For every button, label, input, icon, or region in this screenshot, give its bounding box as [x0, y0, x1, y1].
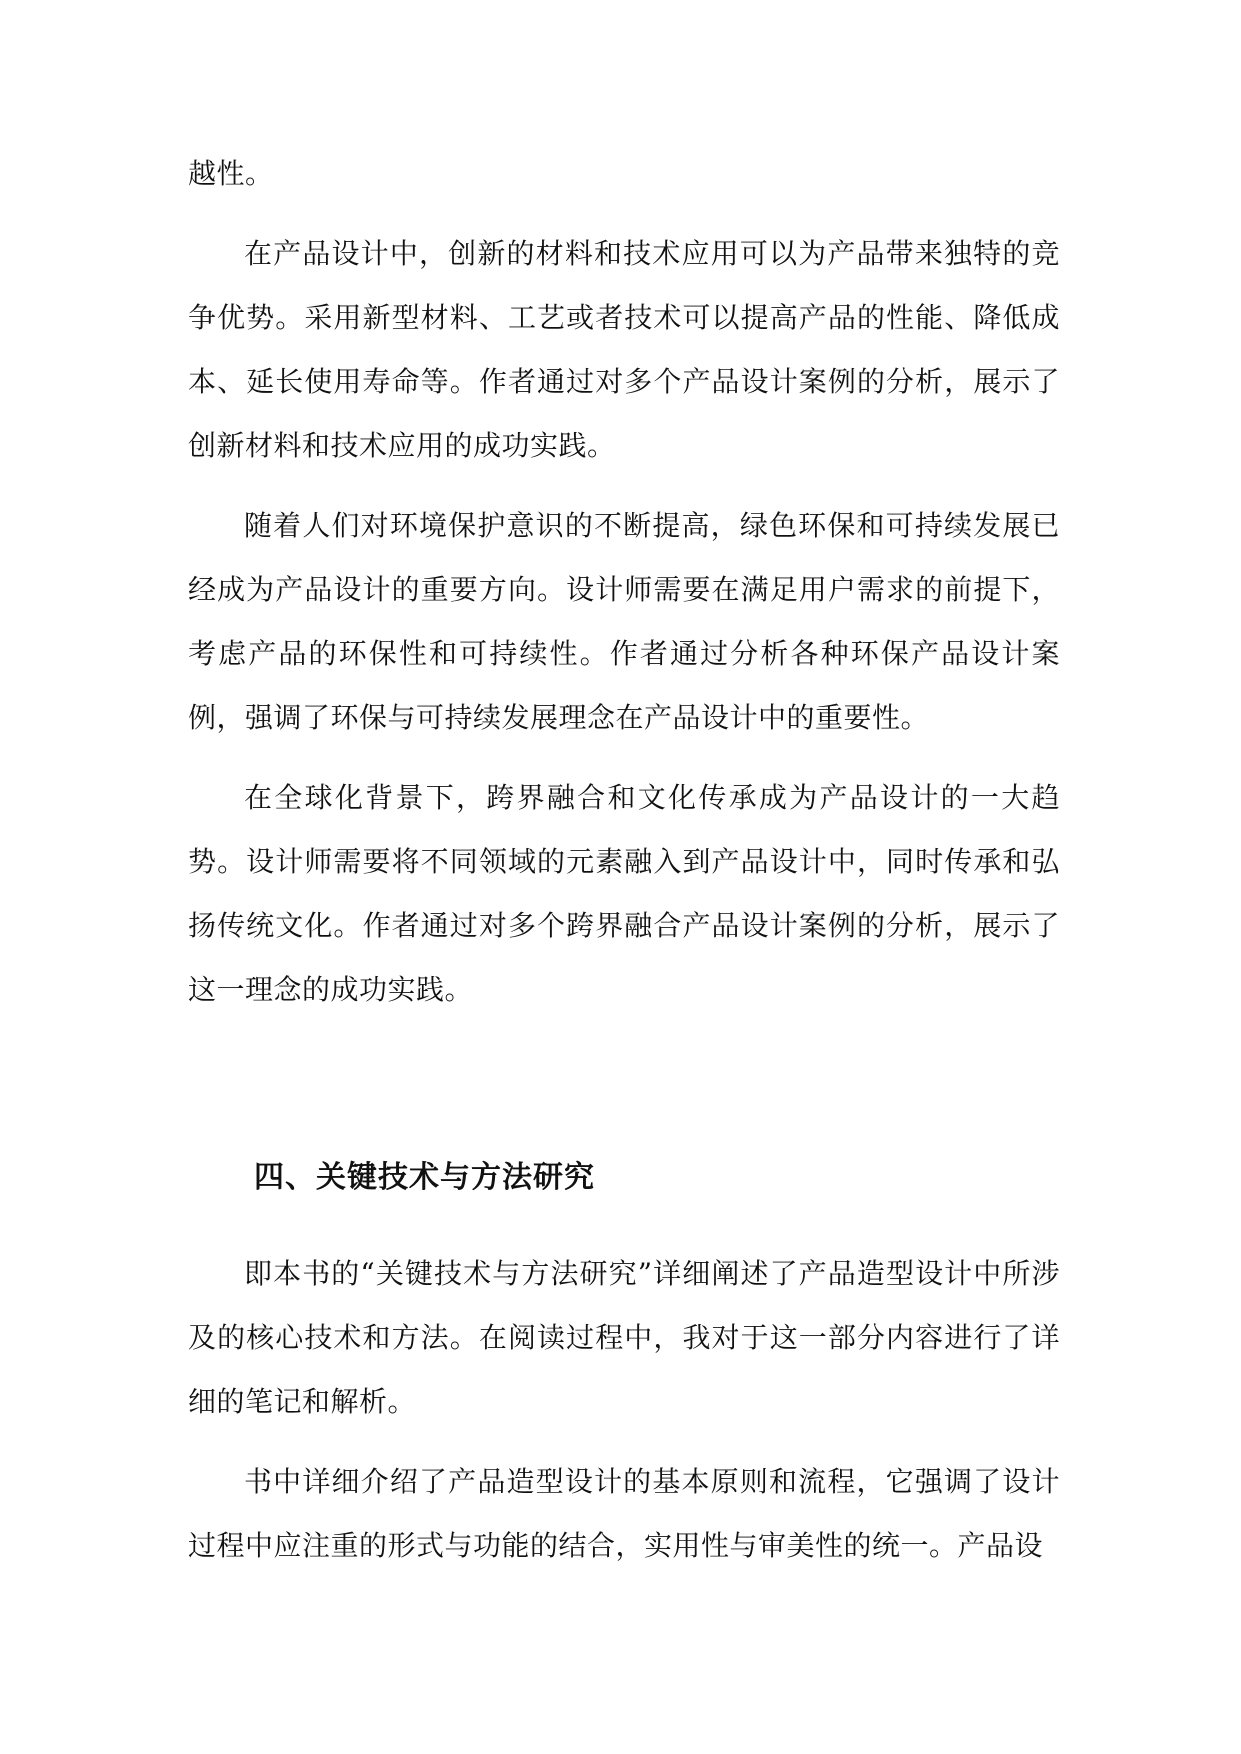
paragraph-continuation: 越性。 [188, 157, 274, 190]
section-heading: 四、关键技术与方法研究 [254, 1160, 595, 1195]
paragraph-design-principles: 书中详细介绍了产品造型设计的基本原则和流程，它强调了设计过程中应注重的形式与功能的结合，实用性与审美性的统一。产品设 [188, 1465, 1060, 1562]
paragraph-key-tech-intro: 即本书的“关键技术与方法研究”详细阐述了产品造型设计中所涉及的核心技术和方法。在阅读过程中，我对于这一部分内容进行了详细的笔记和解析。 [188, 1257, 1060, 1418]
paragraph-innovative-materials: 在产品设计中，创新的材料和技术应用可以为产品带来独特的竞争优势。采用新型材料、工艺或者技术可以提高产品的性能、降低成本、延长使用寿命等。作者通过对多个产品设计案例的分析，展示了创新材料和技术应用的成功实践。 [188, 237, 1060, 462]
body-text-bottom [188, 1242, 1060, 1594]
paragraph-cross-border-culture: 在全球化背景下，跨界融合和文化传承成为产品设计的一大趋势。设计师需要将不同领域的元素融入到产品设计中，同时传承和弘扬传统文化。作者通过对多个跨界融合产品设计案例的分析，展示了这一理念的成功实践。 [188, 781, 1060, 1006]
paragraph-green-sustainability: 随着人们对环境保护意识的不断提高，绿色环保和可持续发展已经成为产品设计的重要方向。设计师需要在满足用户需求的前提下，考虑产品的环保性和可持续性。作者通过分析各种环保产品设计案例，强调了环保与可持续发展理念在产品设计中的重要性。 [188, 509, 1060, 734]
body-text-top [188, 142, 1060, 1038]
